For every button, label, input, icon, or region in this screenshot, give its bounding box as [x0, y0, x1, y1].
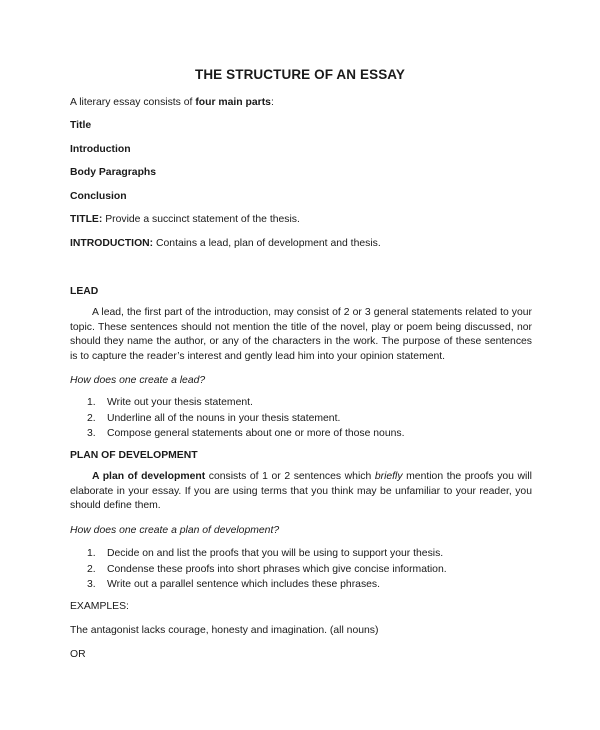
- title-definition: [70, 213, 300, 228]
- plan-para-end: mention the proofs you will elaborate in your essay. If you are using terms that you think may be unfamiliar to your reader, you should define them.: [70, 471, 532, 512]
- plan-para-italic: briefly: [374, 471, 403, 482]
- list-item: 3. Compose general statements about one or more of those nouns.: [87, 428, 405, 439]
- lead-steps-list: [87, 396, 404, 443]
- part-title: Title: [70, 120, 92, 131]
- list-item: 3. Write out a parallel sentence which includes these phrases.: [87, 579, 381, 590]
- list-item: 1. Decide on and list the proofs that you will be using to support your thesis.: [87, 548, 444, 559]
- lead-step-text: Compose general statements about one or more of those nouns.: [107, 428, 405, 439]
- part-introduction: Introduction: [70, 144, 131, 155]
- lead-step-text: Write out your thesis statement.: [107, 397, 253, 408]
- list-item: 2. Underline all of the nouns in your thesis statement.: [87, 412, 341, 424]
- example-one: The antagonist lacks courage, honesty and imagination. (all nouns): [70, 625, 379, 636]
- title-def-label: TITLE:: [70, 214, 103, 225]
- lead-step-text: Underline all of the nouns in your thesis statement.: [107, 412, 341, 424]
- introduction-def-label: INTRODUCTION:: [70, 238, 154, 249]
- or-separator: OR: [70, 649, 86, 660]
- lead-paragraph: A lead, the first part of the introduction, may consist of 2 or 3 general statements related to your topic. These sentences should not mention the title of the novel, play or poem being discussed, nor should they name the author, or any of the characters in the work. The purpose of these sentences is to capture the reader’s interest and gently lead him into your opinion statement.: [70, 307, 532, 362]
- list-item: 1. Write out your thesis statement.: [87, 397, 253, 408]
- plan-steps-list: [87, 547, 447, 594]
- introduction-def-text: Contains a lead, plan of development and thesis.: [153, 238, 381, 249]
- intro-suffix: :: [270, 97, 274, 108]
- plan-step-text: Decide on and list the proofs that you will be using to support your thesis.: [107, 548, 444, 559]
- plan-step-text: Condense these proofs into short phrases which give concise information.: [107, 563, 447, 575]
- intro-prefix: A literary essay consists of: [70, 97, 196, 108]
- examples-heading: EXAMPLES:: [70, 601, 129, 612]
- intro-line: [70, 96, 274, 111]
- part-body-paragraphs: Body Paragraphs: [70, 167, 157, 178]
- plan-para-mid: consists of 1 or 2 sentences which: [205, 471, 375, 482]
- introduction-definition: [70, 237, 381, 252]
- plan-step-text: Write out a parallel sentence which includes these phrases.: [107, 579, 381, 590]
- intro-bold: four main parts: [195, 97, 271, 108]
- part-conclusion: Conclusion: [70, 191, 127, 202]
- plan-heading: PLAN OF DEVELOPMENT: [70, 450, 198, 461]
- plan-paragraph: [70, 470, 532, 514]
- lead-question: How does one create a lead?: [70, 375, 206, 386]
- plan-para-bold: A plan of development: [92, 471, 206, 482]
- lead-heading: LEAD: [70, 286, 99, 297]
- title-def-text: Provide a succinct statement of the thesis.: [102, 214, 300, 225]
- list-item: 2. Condense these proofs into short phrases which give concise information.: [87, 563, 447, 575]
- plan-question: How does one create a plan of development?: [70, 525, 280, 536]
- document-title: THE STRUCTURE OF AN ESSAY: [194, 67, 406, 82]
